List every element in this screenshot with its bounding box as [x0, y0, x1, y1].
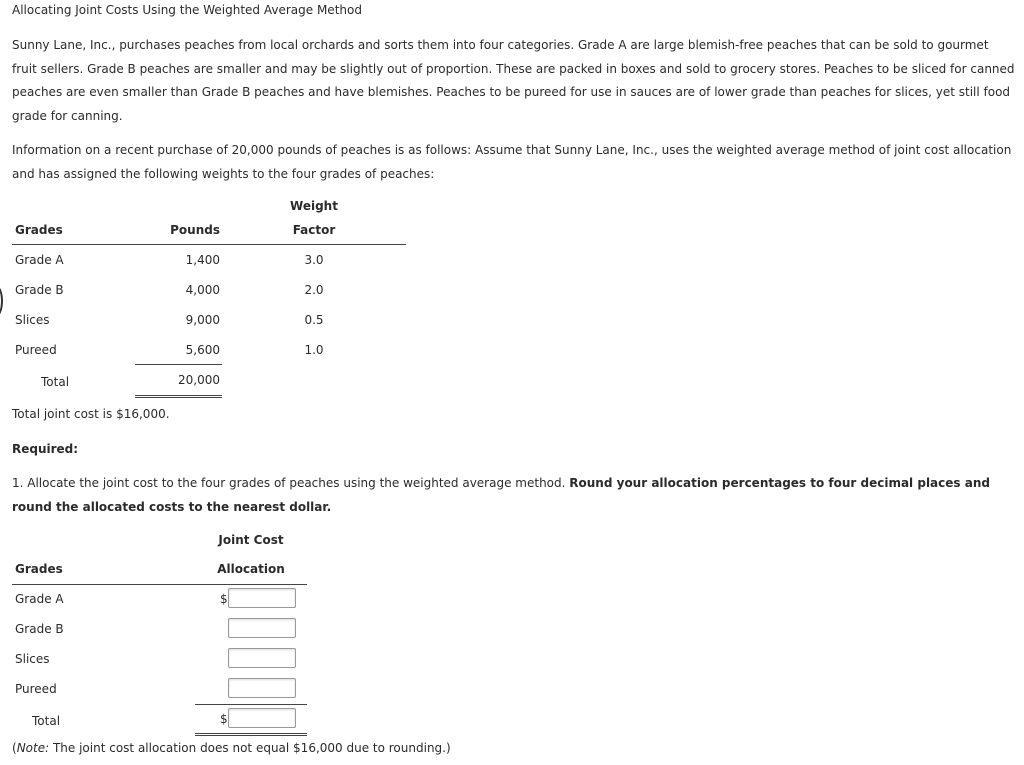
table-row-pounds: 1,400 [185, 253, 220, 267]
grades-header-2: Grades [15, 562, 63, 576]
required-heading: Required: [12, 442, 79, 456]
table-row-grade: Grade B [15, 283, 64, 297]
weight-header-line1: Weight [290, 199, 338, 213]
note-label: Note: [16, 741, 50, 755]
note-text: The joint cost allocation does not equal $16,000 due to rounding. [52, 741, 446, 755]
total-allocation-input[interactable] [228, 708, 296, 728]
table-row-factor: 2.0 [304, 283, 324, 297]
allocation-total-label: Total [32, 714, 61, 728]
rounding-note: (Note: The joint cost allocation does not equal $16,000 due to rounding.) [12, 741, 451, 755]
header-rule [12, 244, 406, 245]
requirement-1-text: 1. Allocate the joint cost to the four grades of peaches using the weighted average method. [12, 476, 566, 490]
table-row-grade: Pureed [15, 343, 57, 357]
requirement-1-rounding: Round your allocation percentages to four decimal places and round the allocated costs to the nearest dollar. [12, 476, 990, 514]
allocation-row-grade: Grade A [15, 592, 64, 606]
total-double-rule [135, 395, 222, 398]
table-row-pounds: 5,600 [185, 343, 220, 357]
dollar-sign: $ [220, 592, 228, 606]
allocation-row-grade: Slices [15, 652, 50, 666]
left-edge-marker [0, 285, 3, 317]
table-row-factor: 3.0 [304, 253, 324, 267]
table-row-grade: Grade A [15, 253, 64, 267]
total-label: Total [41, 375, 70, 389]
pounds-header: Pounds [170, 223, 220, 237]
allocation-row-grade: Grade B [15, 622, 64, 636]
grades-header: Grades [15, 223, 63, 237]
grade-a-allocation-input[interactable] [228, 588, 296, 608]
dollar-sign-total: $ [220, 712, 228, 726]
requirement-1 [12, 472, 1017, 519]
allocation-header-line1: Joint Cost [218, 533, 284, 547]
table-row-pounds: 4,000 [185, 283, 220, 297]
total-pounds: 20,000 [178, 373, 220, 387]
table-row-factor: 0.5 [304, 313, 324, 327]
allocation-subtotal-rule [195, 704, 307, 705]
joint-cost-text: Total joint cost is $16,000. [12, 407, 170, 421]
grade-b-allocation-input[interactable] [228, 618, 296, 638]
table-row-grade: Slices [15, 313, 50, 327]
weight-header-line2: Factor [292, 223, 336, 237]
allocation-total-double-rule [195, 733, 307, 736]
table-row-pounds: 9,000 [185, 313, 220, 327]
allocation-header-rule [12, 584, 307, 585]
info-paragraph: Information on a recent purchase of 20,000 pounds of peaches is as follows: Assume that Sunny Lane, Inc., uses the weighted average method of joint cost allocation and has assigned the following weights to the four grades of peaches: [12, 143, 1012, 181]
allocation-row-grade: Pureed [15, 682, 57, 696]
slices-allocation-input[interactable] [228, 648, 296, 668]
subtotal-rule [135, 364, 222, 365]
intro-paragraph: Sunny Lane, Inc., purchases peaches from local orchards and sorts them into four categories. Grade A are large blemish-free peaches that can be sold to gourmet fruit sellers. Grade B peaches are smaller and may be slightly out of proportion. These are packed in boxes and sold to grocery stores. Peaches to be sliced for canned peaches are even smaller than Grade B peaches and have blemishes. Peaches to be pureed for use in sauces are of lower grade than peaches for slices, yet still food grade for canning. [12, 38, 1015, 123]
allocation-header-line2: Allocation [217, 562, 285, 576]
pureed-allocation-input[interactable] [228, 678, 296, 698]
table-row-factor: 1.0 [304, 343, 324, 357]
page-title: Allocating Joint Costs Using the Weighted Average Method [12, 3, 362, 17]
